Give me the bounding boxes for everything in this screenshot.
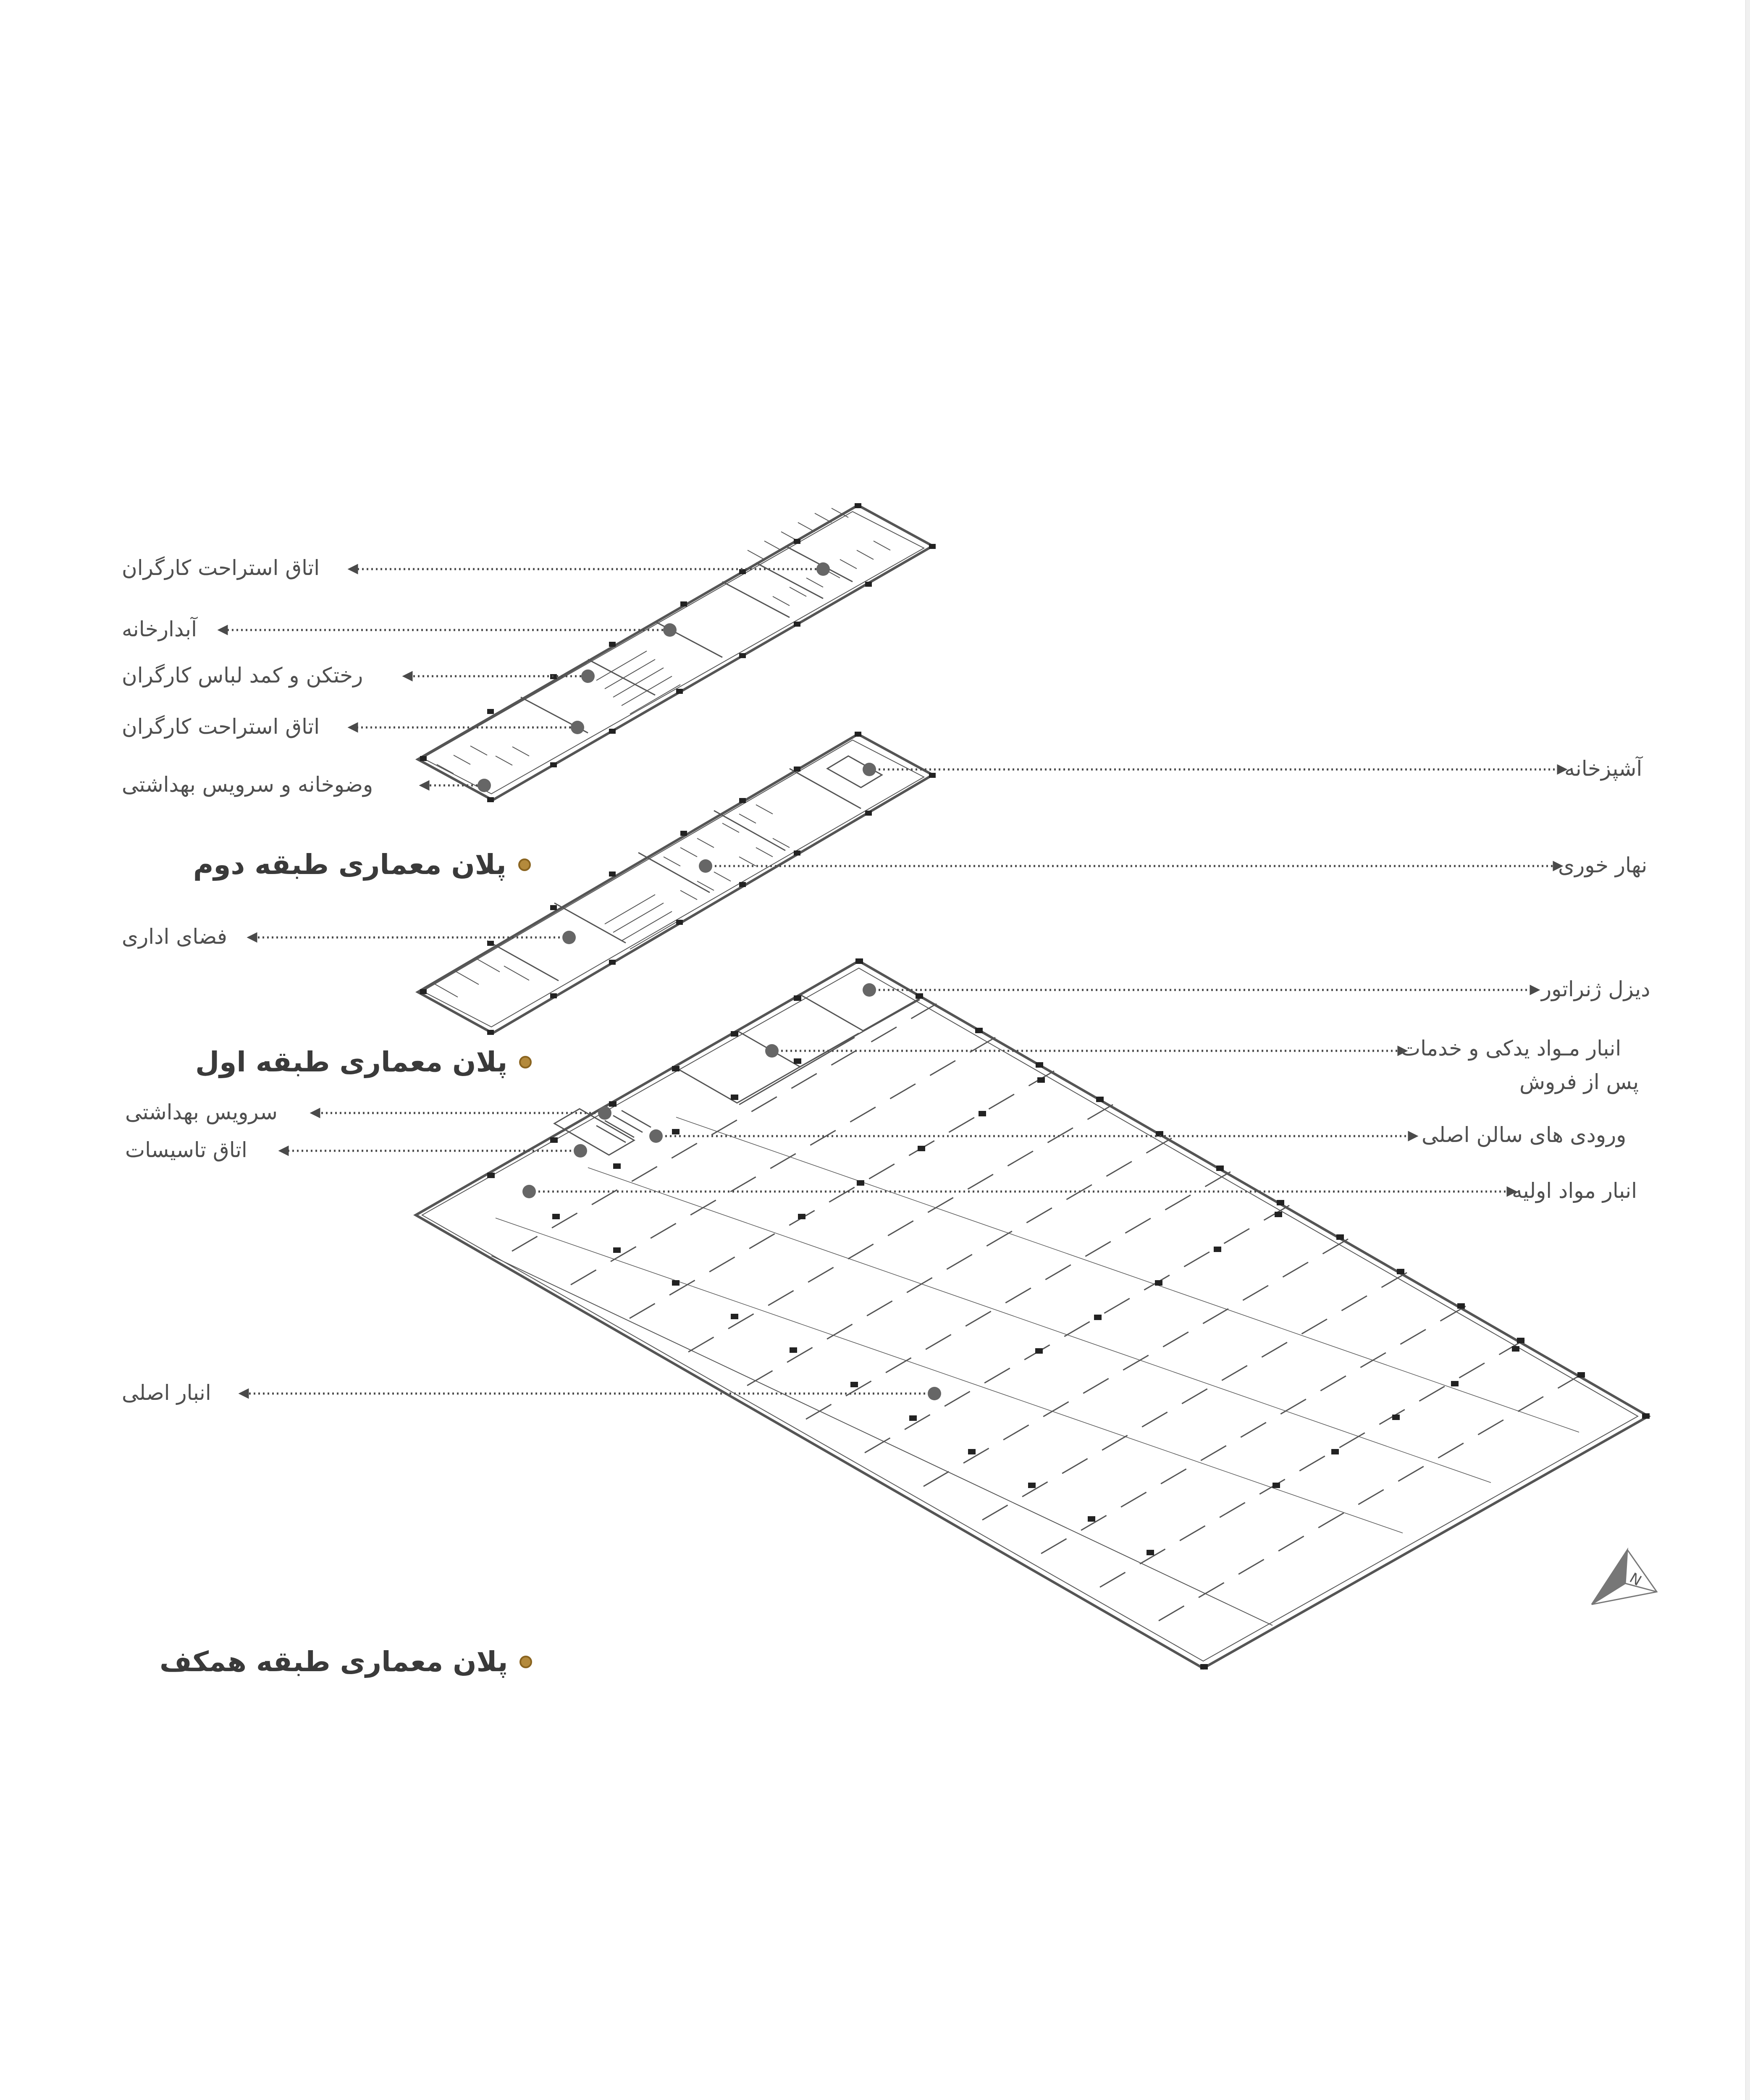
title-bullet-icon	[519, 1056, 532, 1068]
dot-entrances	[649, 1129, 663, 1143]
north-arrow	[1592, 1550, 1657, 1604]
dot-kitchen	[863, 763, 876, 776]
title-ground-floor-text: پلان معماری طبقه همکف	[160, 1646, 508, 1678]
dot-main-storage	[928, 1387, 941, 1400]
dot-mech	[574, 1144, 587, 1158]
label-spare-line1: انبار مـواد یدکی و خدمات	[1401, 1036, 1621, 1060]
dot-toilet	[598, 1106, 611, 1120]
north-letter: N	[1627, 1570, 1645, 1590]
label-raw: انبار مواد اولیه	[1512, 1179, 1637, 1203]
ground-floor-plan	[416, 958, 1650, 1670]
title-first-floor	[195, 1046, 532, 1078]
title-second-floor	[193, 848, 531, 881]
label-mech: اتاق تاسیسات	[125, 1138, 247, 1162]
label-rest-room-2: اتاق استراحت کارگران	[122, 714, 320, 739]
title-second-floor-text: پلان معماری طبقه دوم	[193, 848, 506, 881]
dot-locker	[581, 669, 595, 683]
title-bullet-icon	[519, 1656, 532, 1668]
dot-wc	[478, 779, 491, 792]
second-floor-plan	[418, 503, 936, 802]
label-locker: رختکن و کمد لباس کارگران	[122, 663, 363, 688]
label-kitchen: آشپزخانه	[1564, 756, 1642, 781]
label-office: فضای اداری	[122, 924, 227, 949]
label-generator: دیزل ژنراتور	[1541, 977, 1650, 1001]
dot-rest-room-2	[571, 721, 584, 734]
label-spare-line2: پس از فروش	[1519, 1070, 1639, 1094]
label-rest-room-1: اتاق استراحت کارگران	[122, 556, 320, 580]
dot-rest-room-1	[816, 562, 830, 576]
first-floor-plan	[418, 732, 936, 1035]
dot-spare	[765, 1044, 779, 1058]
title-bullet-icon	[518, 858, 531, 871]
label-dining: نهار خوری	[1558, 853, 1648, 877]
dot-generator	[863, 983, 876, 997]
label-pantry: آبدارخانه	[122, 617, 197, 641]
label-entrances: ورودی های سالن اصلی	[1422, 1123, 1627, 1147]
dot-raw	[522, 1185, 536, 1198]
title-first-floor-text: پلان معماری طبقه اول	[195, 1046, 508, 1078]
title-ground-floor	[160, 1646, 532, 1678]
label-wc: وضوخانه و سرویس بهداشتی	[122, 772, 373, 797]
label-main-storage: انبار اصلی	[122, 1381, 211, 1405]
label-toilet: سرویس بهداشتی	[125, 1100, 278, 1124]
dot-dining	[699, 859, 712, 873]
dot-pantry	[663, 623, 677, 637]
dot-office	[562, 931, 576, 944]
